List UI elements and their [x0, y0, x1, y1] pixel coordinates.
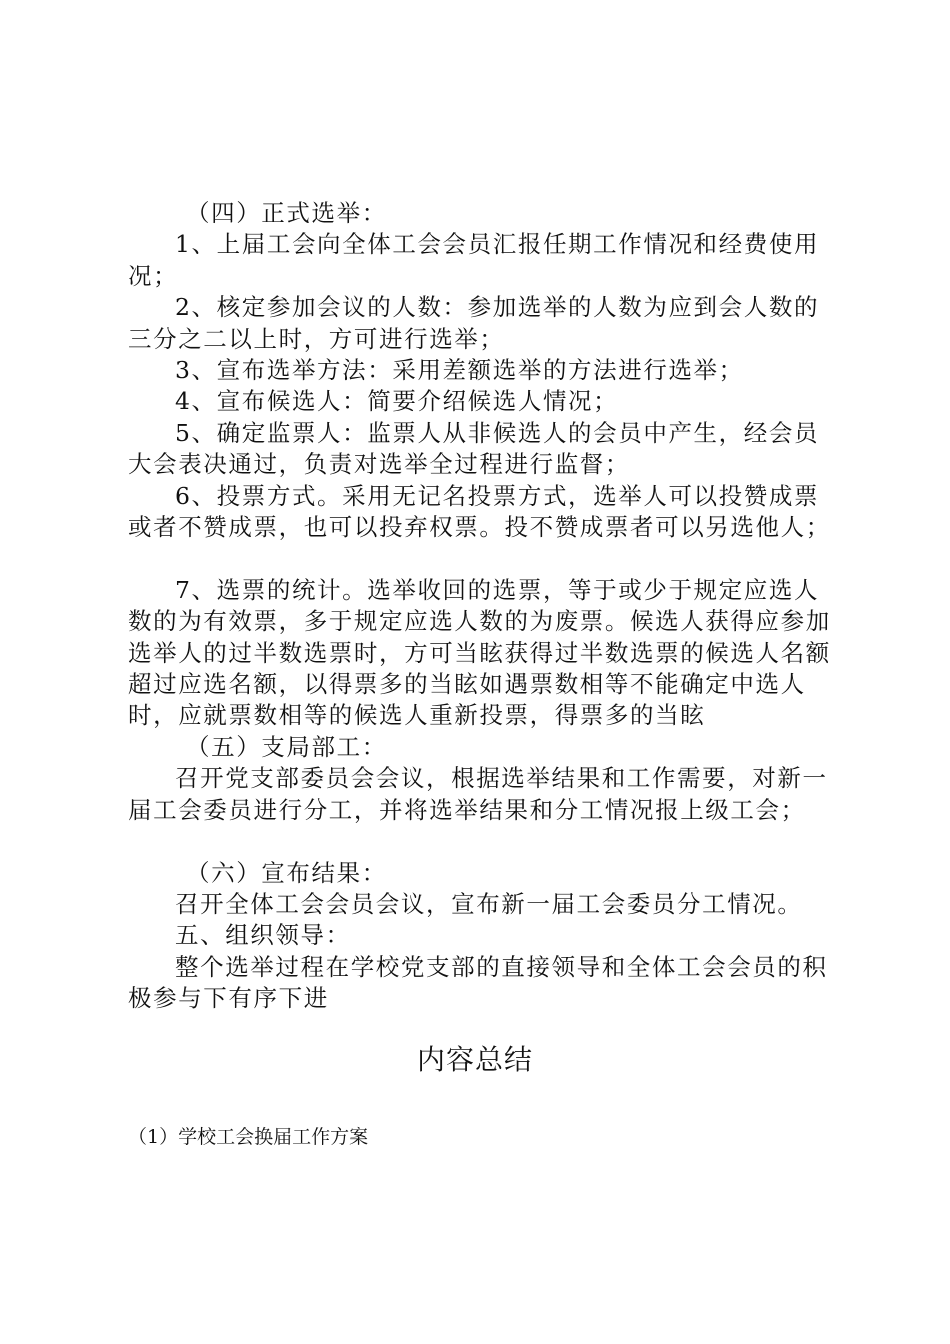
paragraph-leadership-body: 整个选举过程在学校党支部的直接领导和全体工会会员的积极参与下有序下进	[128, 952, 828, 1013]
document-body	[128, 198, 833, 1015]
summary-title: 内容总结	[416, 1043, 533, 1076]
summary-item: （1）学校工会换届工作方案	[128, 1126, 369, 1148]
paragraph-item-3: 3、宣布选举方法：采用差额选举的方法进行选举；	[175, 356, 744, 385]
blank-line	[128, 543, 833, 574]
blank-line	[128, 826, 833, 857]
paragraph-announce-body: 召开全体工会会员会议，宣布新一届工会委员分工情况。	[175, 889, 803, 918]
section-heading-formal-election: （四）正式选举：	[186, 199, 387, 227]
paragraph-division-body: 召开党支部委员会会议，根据选举结果和工作需要，对新一届工会委员进行分工，并将选举结果和分工情况报上级工会；	[128, 764, 828, 824]
paragraph-item-6: 6、投票方式。采用无记名投票方式，选举人可以投赞成票或者不赞成票，也可以投弃权票。投不赞成票者可以另选他人；	[128, 481, 831, 542]
section-heading-leadership: 五、组织领导：	[175, 921, 351, 950]
paragraph-item-2: 2、核定参加会议的人数：参加选举的人数为应到会人数的三分之二以上时，方可进行选举；	[128, 293, 820, 353]
paragraph-item-7: 7、选票的统计。选举收回的选票，等于或少于规定应选人数的为有效票，多于规定应选人数的为废票。候选人获得应参加选举人的过半数选票时，方可当眩获得过半数选票的候选人名额超过应选名额，以得票多的当眩如遇票数相等不能确定中选人时，应就票数相等的候选人重新投票，得票多的当眩	[128, 575, 831, 730]
paragraph-item-1: 1、上届工会向全体工会会员汇报任期工作情况和经费使用况；	[128, 230, 820, 290]
section-heading-division: （五）支局部工：	[186, 732, 387, 761]
paragraph-item-4: 4、宣布候选人：简要介绍候选人情况；	[175, 387, 619, 416]
paragraph-item-5: 5、确定监票人：监票人从非候选人的会员中产生，经会员大会表决通过，负责对选举全过程进行监督；	[128, 418, 820, 479]
section-heading-announce: （六）宣布结果：	[186, 858, 387, 887]
